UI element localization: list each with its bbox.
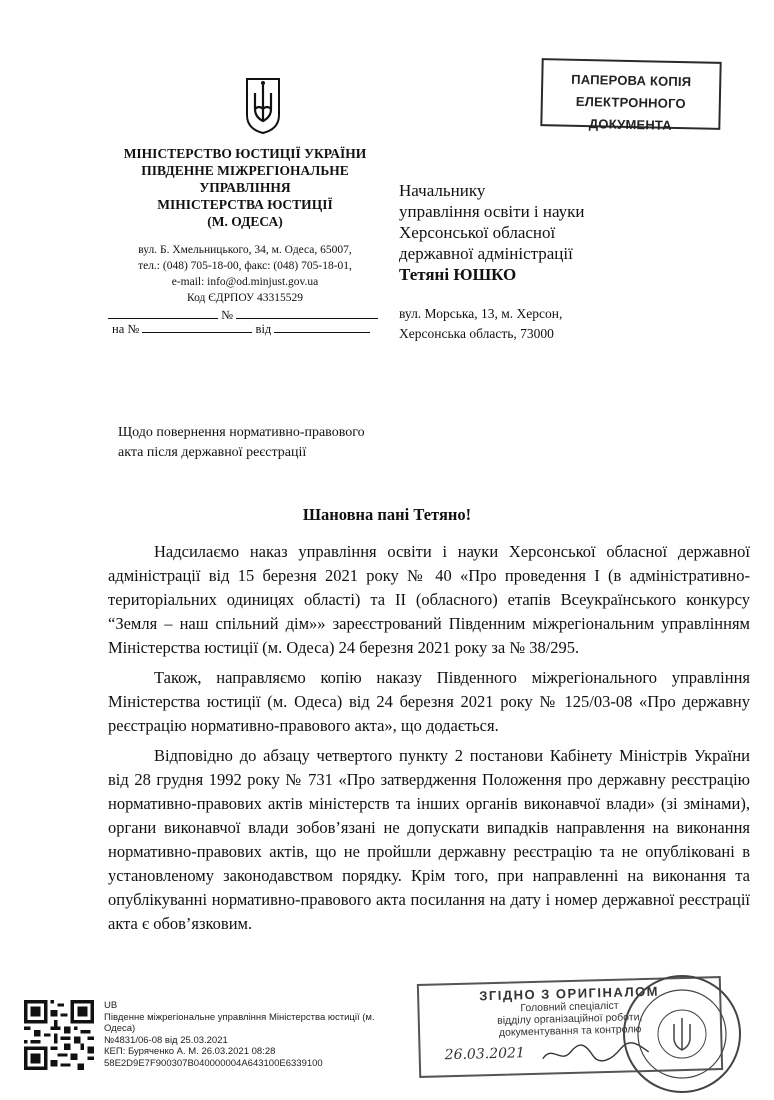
- stamp-line-1: ПАПЕРОВА КОПІЯ: [571, 71, 692, 90]
- subject-line: акта після державної реєстрації: [118, 445, 307, 460]
- addr-line: тел.: (048) 705-18-00, факс: (048) 705-18-01,: [138, 260, 352, 272]
- recipient-addr-line: вул. Морська, 13, м. Херсон,: [399, 306, 563, 321]
- recipient-line: управління освіти і науки: [399, 202, 585, 221]
- recipient-addr-line: Херсонська область, 73000: [399, 326, 554, 341]
- esign-line: Південне міжрегіональне управління Міністерства юстиції (м.: [104, 1011, 375, 1023]
- esign-line: КЕП: Буряченко А. М. 26.03.2021 08:28: [104, 1046, 276, 1057]
- copy-stamp-line: Головний спеціаліст: [520, 999, 619, 1015]
- org-line: (М. ОДЕСА): [207, 214, 283, 229]
- subject-line: Щодо повернення нормативно-правового: [118, 425, 365, 440]
- sender-block: [105, 145, 385, 306]
- sender-org: [105, 145, 385, 230]
- org-line: МІНІСТЕРСТВО ЮСТИЦІЇ УКРАЇНИ: [123, 146, 367, 161]
- esign-line: №4831/06-08 від 25.03.2021: [104, 1034, 228, 1046]
- addr-line: вул. Б. Хмельницького, 34, м. Одеса, 65007,: [138, 244, 352, 256]
- copy-stamp-line: документування та контролю: [498, 1023, 642, 1039]
- electronic-signature-info: [104, 1000, 375, 1069]
- reply-to-line: [112, 320, 390, 337]
- body-paragraph: Також, направляємо копію наказу Південного міжрегіонального управління Міністерства юстиції (м. Одеса) від 24 березня 2021 року № 125/03-08 «Про державну реєстрацію нормативно-правового акта», що додається.: [108, 668, 750, 735]
- from-label: від: [255, 322, 272, 336]
- recipient-line: Начальнику: [399, 181, 486, 200]
- letter-body: [108, 540, 750, 942]
- body-paragraph: Надсилаємо наказ управління освіти і науки Херсонської обласної державної адміністрації від 15 березня 2021 року № 40 «Про проведення І (в адміністративно-територіальних одиницях області) та ІІ (обласного) етапів Всеукраїнського конкурсу “Земля – наш спільний дім»» зареєстрований Південним міжрегіональним управлінням Міністерства юстиції (м. Одеса) 24 березня 2021 року за № 38/295.: [108, 542, 750, 657]
- esign-line: 58E2D9E7F900307B040000004A643100E6339100: [104, 1057, 323, 1069]
- official-round-seal-icon: [620, 972, 745, 1097]
- qr-code-icon: [24, 1000, 94, 1070]
- addr-line: Код ЄДРПОУ 43315529: [186, 292, 304, 304]
- coat-of-arms-icon: [243, 75, 283, 135]
- body-paragraph: Відповідно до абзацу четвертого пункту 2 постанови Кабінету Міністрів України від 28 грудня 1992 року № 731 «Про затвердження Положення про державну реєстрацію нормативно-правових актів міністерств та інших органів виконавчої влади» (зі змінами), органи виконавчої влади зобов’язані не допускати випадків направлення на виконання нормативно-правових актів, що не пройшли державну реєстрацію та не опубліковані в установленому законодавством порядку. Крім того, при направленні на виконання та опублікуванні нормативно-правового акта посилання на дату і номер державної реєстрації акта є обов’язковим.: [108, 746, 750, 933]
- stamp-line-2: ЕЛЕКТРОННОГО ДОКУМЕНТА: [575, 93, 686, 133]
- org-line: ПІВДЕННЕ МІЖРЕГІОНАЛЬНЕ: [141, 163, 349, 178]
- copy-stamp-date: 26.03.2021: [444, 1045, 526, 1064]
- reg-no-label: №: [221, 308, 234, 322]
- recipient-line: державної адміністрації: [399, 244, 573, 263]
- esign-line: Одеса): [104, 1023, 136, 1034]
- copy-stamp-line: відділу організаційної роботи,: [497, 1011, 643, 1027]
- org-line: УПРАВЛІННЯ: [199, 180, 291, 195]
- sender-address: [105, 242, 385, 306]
- recipient-address: [399, 304, 562, 344]
- recipient-name: Тетяні ЮШКО: [399, 265, 517, 284]
- org-line: МІНІСТЕРСТВА ЮСТИЦІЇ: [157, 197, 333, 212]
- paper-copy-stamp: [540, 58, 721, 133]
- recipient-block: [399, 180, 585, 285]
- subject: [118, 423, 365, 463]
- salutation: Шановна пані Тетяно!: [302, 505, 472, 524]
- esign-line: UB: [104, 1000, 118, 1011]
- recipient-line: Херсонської обласної: [399, 223, 556, 242]
- addr-line: e-mail: info@od.minjust.gov.ua: [171, 276, 319, 288]
- copy-stamp-title: ЗГІДНО З ОРИГІНАЛОМ: [479, 983, 660, 1004]
- reply-to-label: на №: [112, 322, 140, 336]
